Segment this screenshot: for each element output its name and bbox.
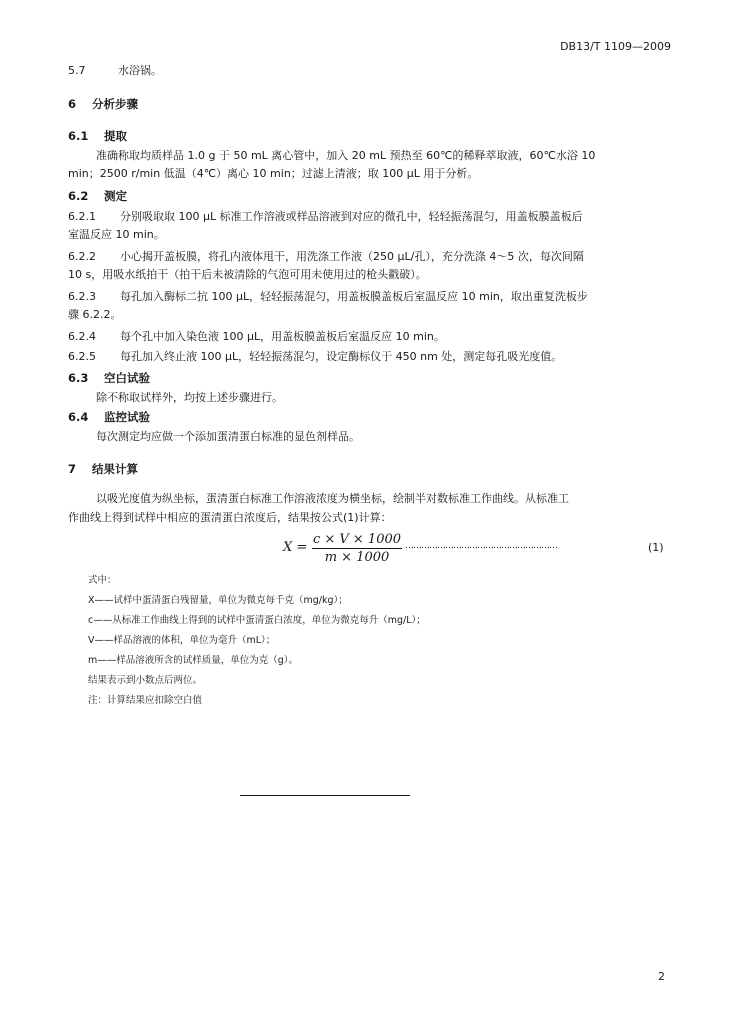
formula-lhs: X =: [283, 540, 308, 555]
section-number: 7: [68, 462, 77, 476]
section-title: 测定: [104, 189, 127, 203]
section-text: 水浴锅。: [118, 64, 162, 77]
section-title: 空白试验: [104, 371, 150, 385]
section-6-2-2: [68, 248, 584, 266]
section-6-1-line2: min；2500 r/min 低温（4℃）离心 10 min；过滤上清液；取 100 μL 用于分析。: [68, 167, 479, 180]
formula-equation-number: (1): [648, 541, 664, 554]
section-6-2-3: [68, 288, 588, 306]
legend-item: m——样品溶液所含的试样质量，单位为克（g）。: [88, 655, 299, 666]
section-6-4-heading: [68, 409, 150, 425]
section-number: 6.1: [68, 129, 89, 143]
formula-leader-dots: …………………………………………………: [405, 541, 557, 551]
blank-value-note: 注：计算结果应扣除空白值: [88, 695, 203, 706]
section-6-heading: [68, 96, 138, 112]
section-5-7: [68, 62, 162, 80]
section-6-2-2-line2: 10 s，用吸水纸拍干（拍干后未被清除的气泡可用未使用过的枪头戳破）。: [68, 268, 427, 281]
legend-item: c——从标准工作曲线上得到的试样中蛋清蛋白浓度，单位为微克每升（mg/L）；: [88, 615, 426, 626]
page-number: 2: [658, 970, 665, 983]
section-6-1-line1: 准确称取均质样品 1.0 g 于 50 mL 离心管中，加入 20 mL 预热至 60℃的稀释萃取液，60℃水浴 10: [96, 149, 596, 162]
section-number: 6.2.3: [68, 290, 96, 303]
section-title: 监控试验: [104, 410, 150, 424]
section-number: 6.2.2: [68, 250, 96, 263]
section-text: 小心揭开盖板膜，将孔内液体甩干，用洗涤工作液（250 μL/孔），充分洗涤 4～5 次，每次间隔: [120, 250, 584, 263]
section-title: 结果计算: [92, 462, 138, 476]
legend-intro: 式中：: [88, 575, 117, 586]
section-6-2-1-line2: 室温反应 10 min。: [68, 228, 165, 241]
section-number: 6: [68, 97, 77, 111]
section-6-4-text: 每次测定均应做一个添加蛋清蛋白标准的显色剂样品。: [96, 430, 360, 443]
section-text: 每孔加入终止液 100 μL，轻轻振荡混匀，设定酶标仪于 450 nm 处，测定每孔吸光度值。: [120, 350, 563, 363]
section-7-line2: 作曲线上得到试样中相应的蛋清蛋白浓度后，结果按公式(1)计算：: [68, 511, 392, 524]
section-number: 6.2.4: [68, 330, 96, 343]
section-text: 每孔加入酶标二抗 100 μL，轻轻振荡混匀，用盖板膜盖板后室温反应 10 min，取出重复洗板步: [120, 290, 588, 303]
section-text: 分别吸取取 100 μL 标准工作溶液或样品溶液到对应的微孔中，轻轻振荡混匀，用盖板膜盖板后: [120, 210, 583, 223]
section-6-2-heading: [68, 188, 127, 204]
section-7-heading: [68, 461, 138, 477]
section-number: 6.4: [68, 410, 89, 424]
document-id: DB13/T 1109—2009: [560, 40, 671, 53]
legend-item: X——试样中蛋清蛋白残留量，单位为微克每千克（mg/kg）；: [88, 595, 348, 606]
legend-item: V——样品溶液的体积，单位为毫升（mL）；: [88, 635, 276, 646]
section-title: 提取: [104, 129, 127, 143]
section-6-2-3-line2: 骤 6.2.2。: [68, 308, 122, 321]
section-6-1-heading: [68, 128, 127, 144]
formula-fraction: [312, 532, 402, 565]
end-rule: [240, 795, 410, 796]
section-6-2-5: [68, 348, 562, 366]
section-6-3-text: 除不称取试样外，均按上述步骤进行。: [96, 391, 283, 404]
section-6-2-4: [68, 328, 445, 346]
section-number: 5.7: [68, 64, 86, 77]
section-title: 分析步骤: [92, 97, 138, 111]
section-6-2-1: [68, 208, 583, 226]
section-number: 6.2: [68, 189, 89, 203]
section-number: 6.2.1: [68, 210, 96, 223]
section-number: 6.3: [68, 371, 89, 385]
section-7-line1: 以吸光度值为纵坐标，蛋清蛋白标准工作溶液浓度为横坐标，绘制半对数标准工作曲线。从标准工: [96, 492, 569, 505]
section-number: 6.2.5: [68, 350, 96, 363]
result-precision-note: 结果表示到小数点后两位。: [88, 675, 203, 686]
section-text: 每个孔中加入染色液 100 μL，用盖板膜盖板后室温反应 10 min。: [120, 330, 445, 343]
formula-denominator: m × 1000: [324, 550, 390, 565]
section-6-3-heading: [68, 370, 150, 386]
formula-numerator: c × V × 1000: [312, 532, 402, 547]
